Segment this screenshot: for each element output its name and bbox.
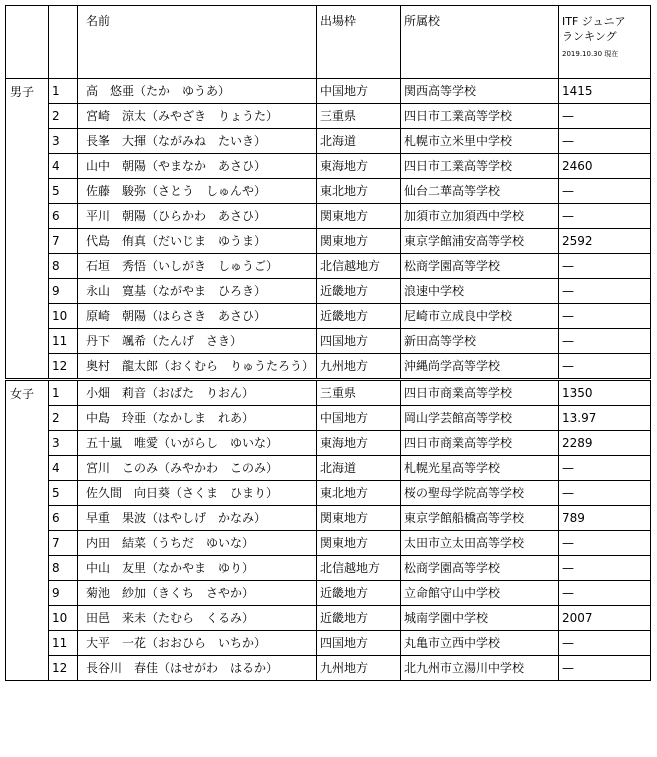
player-school: 松商学園高等学校 bbox=[401, 254, 559, 279]
player-name: 永山 寛基（ながやま ひろき） bbox=[78, 279, 317, 304]
player-name: 早重 果波（はやしげ かなみ） bbox=[78, 506, 317, 531]
player-quota: 中国地方 bbox=[317, 406, 401, 431]
player-quota: 北海道 bbox=[317, 456, 401, 481]
header-name: 名前 bbox=[78, 6, 317, 79]
player-ranking: — bbox=[559, 329, 651, 354]
player-quota: 四国地方 bbox=[317, 329, 401, 354]
player-ranking: 2460 bbox=[559, 154, 651, 179]
table-row bbox=[6, 229, 651, 254]
row-number: 4 bbox=[49, 456, 78, 481]
player-school: 浪速中学校 bbox=[401, 279, 559, 304]
player-ranking: — bbox=[559, 631, 651, 656]
player-school: 沖縄尚学高等学校 bbox=[401, 354, 559, 380]
table-row bbox=[6, 606, 651, 631]
player-name: 石垣 秀悟（いしがき しゅうご） bbox=[78, 254, 317, 279]
table-row bbox=[6, 279, 651, 304]
player-school: 松商学園高等学校 bbox=[401, 556, 559, 581]
player-quota: 北信越地方 bbox=[317, 556, 401, 581]
row-number: 3 bbox=[49, 129, 78, 154]
player-school: 四日市商業高等学校 bbox=[401, 380, 559, 406]
player-school: 岡山学芸館高等学校 bbox=[401, 406, 559, 431]
player-ranking: 13.97 bbox=[559, 406, 651, 431]
table-row bbox=[6, 129, 651, 154]
row-number: 9 bbox=[49, 279, 78, 304]
player-quota: 近畿地方 bbox=[317, 279, 401, 304]
player-name: 丹下 颯希（たんげ さき） bbox=[78, 329, 317, 354]
gender-label: 男子 bbox=[6, 79, 49, 380]
player-name: 長谷川 春佳（はせがわ はるか） bbox=[78, 656, 317, 681]
player-ranking: — bbox=[559, 556, 651, 581]
row-number: 12 bbox=[49, 354, 78, 380]
player-name: 中島 玲亜（なかしま れあ） bbox=[78, 406, 317, 431]
player-ranking: 789 bbox=[559, 506, 651, 531]
player-table bbox=[5, 5, 651, 681]
row-number: 7 bbox=[49, 229, 78, 254]
row-number: 11 bbox=[49, 631, 78, 656]
player-school: 関西高等学校 bbox=[401, 79, 559, 104]
header-school: 所属校 bbox=[401, 6, 559, 79]
player-ranking: — bbox=[559, 481, 651, 506]
table-row bbox=[6, 329, 651, 354]
header-gender bbox=[6, 6, 49, 79]
player-school: 加須市立加須西中学校 bbox=[401, 204, 559, 229]
header-quota: 出場枠 bbox=[317, 6, 401, 79]
player-quota: 近畿地方 bbox=[317, 606, 401, 631]
player-ranking: — bbox=[559, 304, 651, 329]
table-row bbox=[6, 581, 651, 606]
table-row bbox=[6, 380, 651, 406]
player-name: 菊池 紗加（きくち さやか） bbox=[78, 581, 317, 606]
row-number: 6 bbox=[49, 204, 78, 229]
player-school: 仙台二華高等学校 bbox=[401, 179, 559, 204]
table-body bbox=[6, 79, 651, 681]
player-ranking: 1350 bbox=[559, 380, 651, 406]
player-quota: 北海道 bbox=[317, 129, 401, 154]
table-row bbox=[6, 79, 651, 104]
table-row bbox=[6, 631, 651, 656]
row-number: 1 bbox=[49, 380, 78, 406]
player-name: 宮崎 涼太（みやざき りょうた） bbox=[78, 104, 317, 129]
player-name: 佐藤 駿弥（さとう しゅんや） bbox=[78, 179, 317, 204]
player-quota: 四国地方 bbox=[317, 631, 401, 656]
player-school: 北九州市立湯川中学校 bbox=[401, 656, 559, 681]
player-quota: 近畿地方 bbox=[317, 304, 401, 329]
table-row bbox=[6, 304, 651, 329]
table-row bbox=[6, 354, 651, 380]
player-name: 中山 友里（なかやま ゆり） bbox=[78, 556, 317, 581]
player-quota: 北信越地方 bbox=[317, 254, 401, 279]
table-row bbox=[6, 406, 651, 431]
player-name: 代島 侑真（だいじま ゆうま） bbox=[78, 229, 317, 254]
header-number bbox=[49, 6, 78, 79]
player-quota: 東北地方 bbox=[317, 179, 401, 204]
player-quota: 近畿地方 bbox=[317, 581, 401, 606]
player-name: 原崎 朝陽（はらさき あさひ） bbox=[78, 304, 317, 329]
player-quota: 中国地方 bbox=[317, 79, 401, 104]
row-number: 2 bbox=[49, 406, 78, 431]
table-row bbox=[6, 481, 651, 506]
player-school: 桜の聖母学院高等学校 bbox=[401, 481, 559, 506]
table-row bbox=[6, 104, 651, 129]
row-number: 5 bbox=[49, 179, 78, 204]
gender-label: 女子 bbox=[6, 380, 49, 681]
row-number: 10 bbox=[49, 304, 78, 329]
table-row bbox=[6, 506, 651, 531]
player-school: 太田市立太田高等学校 bbox=[401, 531, 559, 556]
row-number: 10 bbox=[49, 606, 78, 631]
player-ranking: 2007 bbox=[559, 606, 651, 631]
header-ranking-label: ITF ジュニア ランキング bbox=[562, 15, 626, 43]
player-quota: 関東地方 bbox=[317, 204, 401, 229]
player-school: 尼崎市立成良中学校 bbox=[401, 304, 559, 329]
player-school: 東京学館浦安高等学校 bbox=[401, 229, 559, 254]
player-quota: 三重県 bbox=[317, 380, 401, 406]
table-row bbox=[6, 656, 651, 681]
player-school: 新田高等学校 bbox=[401, 329, 559, 354]
player-ranking: 2592 bbox=[559, 229, 651, 254]
player-ranking: 2289 bbox=[559, 431, 651, 456]
player-name: 奥村 龍太郎（おくむら りゅうたろう） bbox=[78, 354, 317, 380]
player-quota: 関東地方 bbox=[317, 506, 401, 531]
row-number: 4 bbox=[49, 154, 78, 179]
table-row bbox=[6, 556, 651, 581]
player-ranking: — bbox=[559, 656, 651, 681]
player-quota: 関東地方 bbox=[317, 531, 401, 556]
header-ranking bbox=[559, 6, 651, 79]
player-ranking: — bbox=[559, 204, 651, 229]
player-quota: 九州地方 bbox=[317, 656, 401, 681]
player-ranking: — bbox=[559, 129, 651, 154]
player-school: 四日市工業高等学校 bbox=[401, 104, 559, 129]
player-name: 長峯 大揮（ながみね たいき） bbox=[78, 129, 317, 154]
player-school: 札幌光星高等学校 bbox=[401, 456, 559, 481]
player-name: 小畑 莉音（おばた りおん） bbox=[78, 380, 317, 406]
row-number: 1 bbox=[49, 79, 78, 104]
row-number: 11 bbox=[49, 329, 78, 354]
player-ranking: — bbox=[559, 254, 651, 279]
row-number: 7 bbox=[49, 531, 78, 556]
header-row bbox=[6, 6, 651, 79]
row-number: 8 bbox=[49, 556, 78, 581]
player-quota: 東北地方 bbox=[317, 481, 401, 506]
player-name: 五十嵐 唯愛（いがらし ゆいな） bbox=[78, 431, 317, 456]
player-school: 城南学園中学校 bbox=[401, 606, 559, 631]
player-ranking: — bbox=[559, 581, 651, 606]
table-row bbox=[6, 254, 651, 279]
player-name: 平川 朝陽（ひらかわ あさひ） bbox=[78, 204, 317, 229]
row-number: 5 bbox=[49, 481, 78, 506]
player-name: 田邑 来未（たむら くるみ） bbox=[78, 606, 317, 631]
player-name: 大平 一花（おおひら いちか） bbox=[78, 631, 317, 656]
header-ranking-date: 2019.10.30 現在 bbox=[562, 50, 619, 58]
player-ranking: — bbox=[559, 531, 651, 556]
row-number: 8 bbox=[49, 254, 78, 279]
player-name: 高 悠亜（たか ゆうあ） bbox=[78, 79, 317, 104]
row-number: 12 bbox=[49, 656, 78, 681]
row-number: 6 bbox=[49, 506, 78, 531]
player-ranking: — bbox=[559, 456, 651, 481]
player-ranking: — bbox=[559, 179, 651, 204]
row-number: 9 bbox=[49, 581, 78, 606]
table-row bbox=[6, 431, 651, 456]
table-row bbox=[6, 204, 651, 229]
player-quota: 東海地方 bbox=[317, 431, 401, 456]
player-quota: 九州地方 bbox=[317, 354, 401, 380]
player-quota: 関東地方 bbox=[317, 229, 401, 254]
player-name: 佐久間 向日葵（さくま ひまり） bbox=[78, 481, 317, 506]
table-row bbox=[6, 179, 651, 204]
player-name: 内田 結菜（うちだ ゆいな） bbox=[78, 531, 317, 556]
row-number: 2 bbox=[49, 104, 78, 129]
table-row bbox=[6, 531, 651, 556]
player-ranking: — bbox=[559, 354, 651, 380]
player-name: 宮川 このみ（みやかわ このみ） bbox=[78, 456, 317, 481]
player-school: 四日市工業高等学校 bbox=[401, 154, 559, 179]
row-number: 3 bbox=[49, 431, 78, 456]
player-school: 四日市商業高等学校 bbox=[401, 431, 559, 456]
player-school: 丸亀市立西中学校 bbox=[401, 631, 559, 656]
player-name: 山中 朝陽（やまなか あさひ） bbox=[78, 154, 317, 179]
player-school: 札幌市立米里中学校 bbox=[401, 129, 559, 154]
player-ranking: — bbox=[559, 279, 651, 304]
player-ranking: — bbox=[559, 104, 651, 129]
player-quota: 東海地方 bbox=[317, 154, 401, 179]
player-school: 東京学館船橋高等学校 bbox=[401, 506, 559, 531]
player-ranking: 1415 bbox=[559, 79, 651, 104]
table-row bbox=[6, 456, 651, 481]
table-row bbox=[6, 154, 651, 179]
player-school: 立命館守山中学校 bbox=[401, 581, 559, 606]
player-quota: 三重県 bbox=[317, 104, 401, 129]
